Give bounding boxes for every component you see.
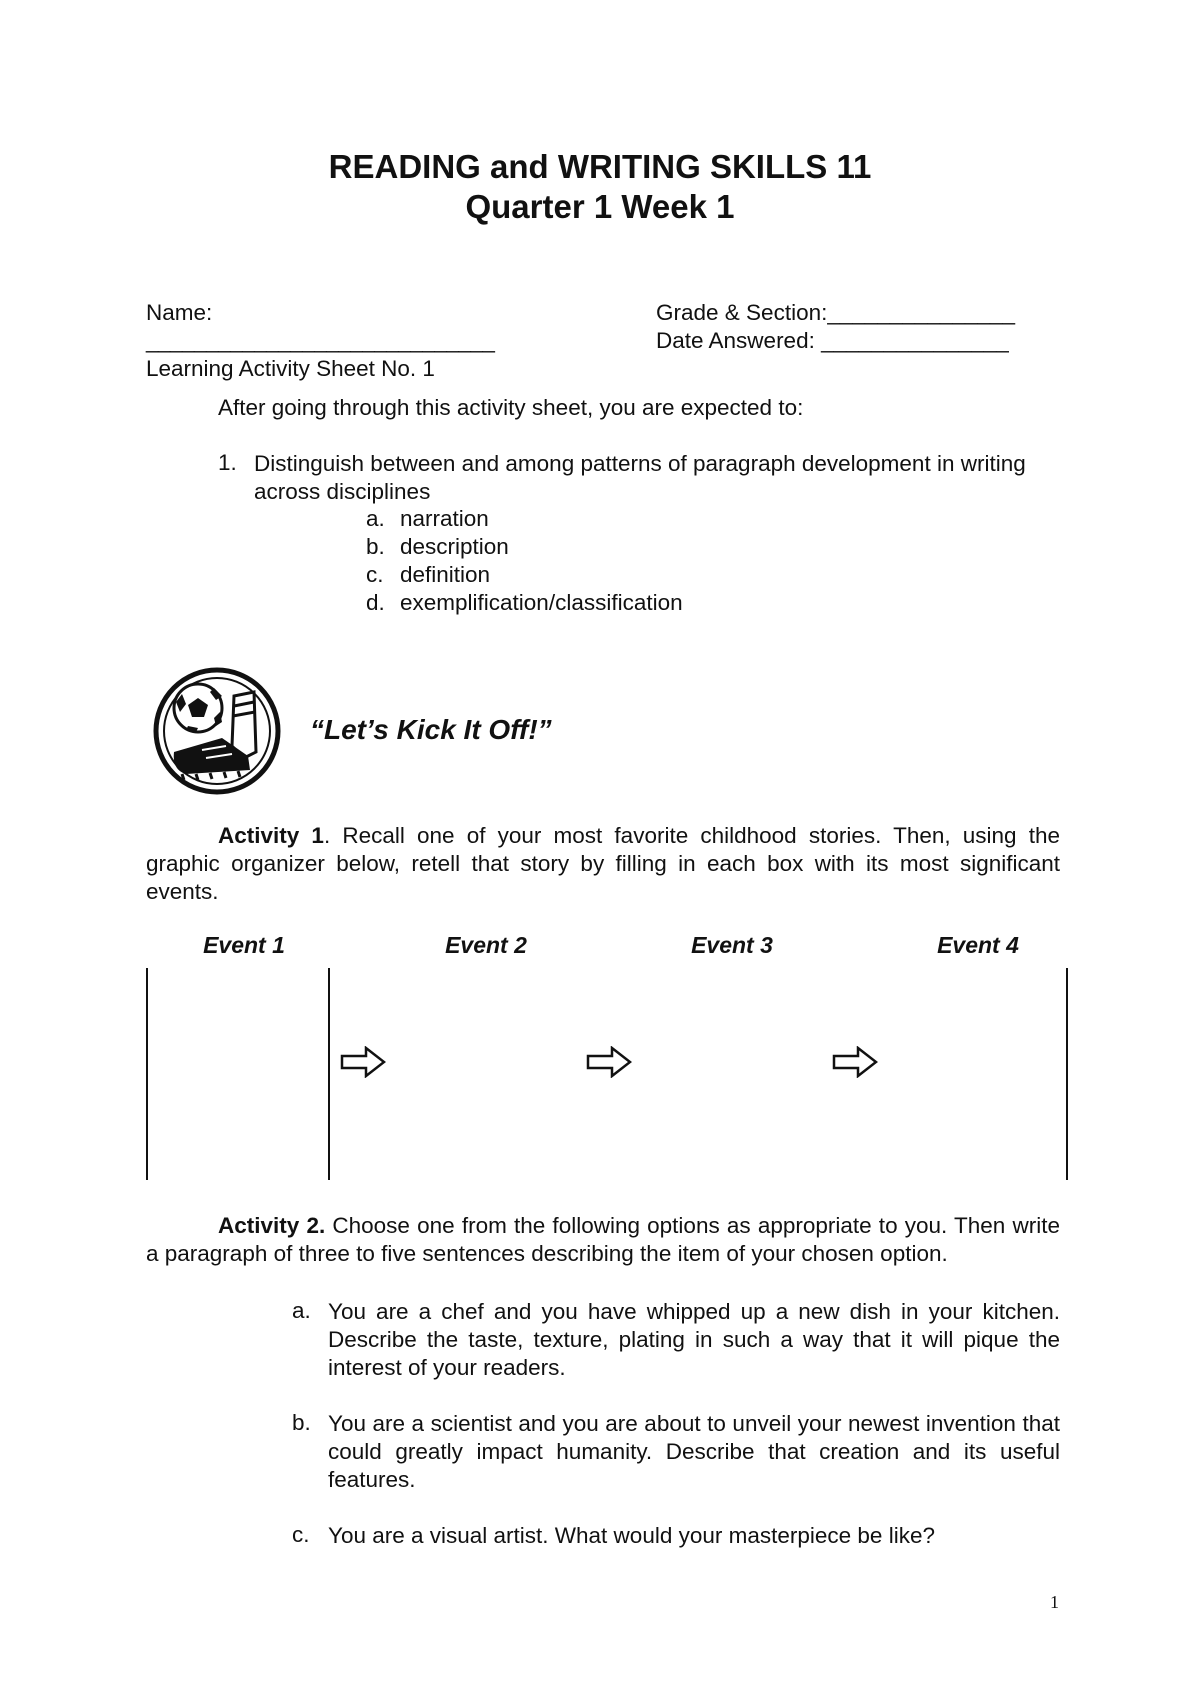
activity2-paragraph bbox=[146, 1212, 1060, 1268]
sheet-number: Learning Activity Sheet No. 1 bbox=[146, 356, 435, 381]
activity1-text: . Recall one of your most favorite childhood stories. Then, using the graphic organizer below, retell that story by filling in each box with its most significant events. bbox=[146, 823, 1060, 904]
date-answered-field: Date Answered: _______________ bbox=[656, 328, 1009, 353]
objective-text: Distinguish between and among patterns of paragraph development in writing across disciplines bbox=[254, 451, 1026, 504]
subitem-text: definition bbox=[400, 562, 491, 587]
document-title: READING and WRITING SKILLS 11 bbox=[328, 148, 872, 185]
option-text: You are a chef and you have whipped up a new dish in your kitchen. Describe the taste, texture, plating in such a way that it will pique the interest of your readers. bbox=[328, 1299, 1060, 1380]
event-3-header: Event 3 bbox=[691, 932, 773, 958]
activity2-label: Activity 2. bbox=[218, 1213, 326, 1238]
activity2-text: Choose one from the following options as appropriate to you. Then write a paragraph of three to five sentences describing the item of your chosen option. bbox=[146, 1213, 1060, 1266]
event-4-header: Event 4 bbox=[937, 932, 1019, 958]
right-arrow-icon bbox=[340, 1046, 386, 1078]
section-heading: “Let’s Kick It Off!” bbox=[310, 714, 552, 745]
right-arrow-icon bbox=[832, 1046, 878, 1078]
option-marker: c. bbox=[292, 1522, 310, 1547]
option-marker: b. bbox=[292, 1410, 311, 1435]
page-number: 1 bbox=[1050, 1592, 1059, 1612]
subitem-marker: c. bbox=[366, 562, 384, 587]
organizer-divider bbox=[328, 968, 330, 1180]
activity1-label: Activity 1 bbox=[218, 823, 324, 848]
subitem-text: narration bbox=[400, 506, 489, 531]
subitem-marker: a. bbox=[366, 506, 385, 531]
right-arrow-icon bbox=[586, 1046, 632, 1078]
document-subtitle: Quarter 1 Week 1 bbox=[465, 188, 735, 225]
objective-marker: 1. bbox=[218, 450, 237, 475]
grade-section-field: Grade & Section:_______________ bbox=[656, 300, 1016, 325]
name-blank: _____________________________ bbox=[146, 328, 495, 353]
subitem-marker: d. bbox=[366, 590, 385, 615]
event-1-header: Event 1 bbox=[203, 932, 285, 958]
event-2-header: Event 2 bbox=[445, 932, 527, 958]
soccer-ball-boot-icon bbox=[152, 666, 282, 796]
option-text: You are a scientist and you are about to unveil your newest invention that could greatly impact humanity. Describe that creation and its useful features. bbox=[328, 1411, 1060, 1492]
option-marker: a. bbox=[292, 1298, 311, 1323]
subitem-marker: b. bbox=[366, 534, 385, 559]
subitem-text: description bbox=[400, 534, 509, 559]
subitem-text: exemplification/classification bbox=[400, 590, 683, 615]
name-label: Name: bbox=[146, 300, 213, 325]
activity1-paragraph bbox=[146, 822, 1060, 906]
option-text: You are a visual artist. What would your masterpiece be like? bbox=[328, 1523, 935, 1548]
organizer-border-left bbox=[146, 968, 148, 1180]
objectives-intro: After going through this activity sheet, you are expected to: bbox=[218, 395, 804, 420]
organizer-border-right bbox=[1066, 968, 1068, 1180]
